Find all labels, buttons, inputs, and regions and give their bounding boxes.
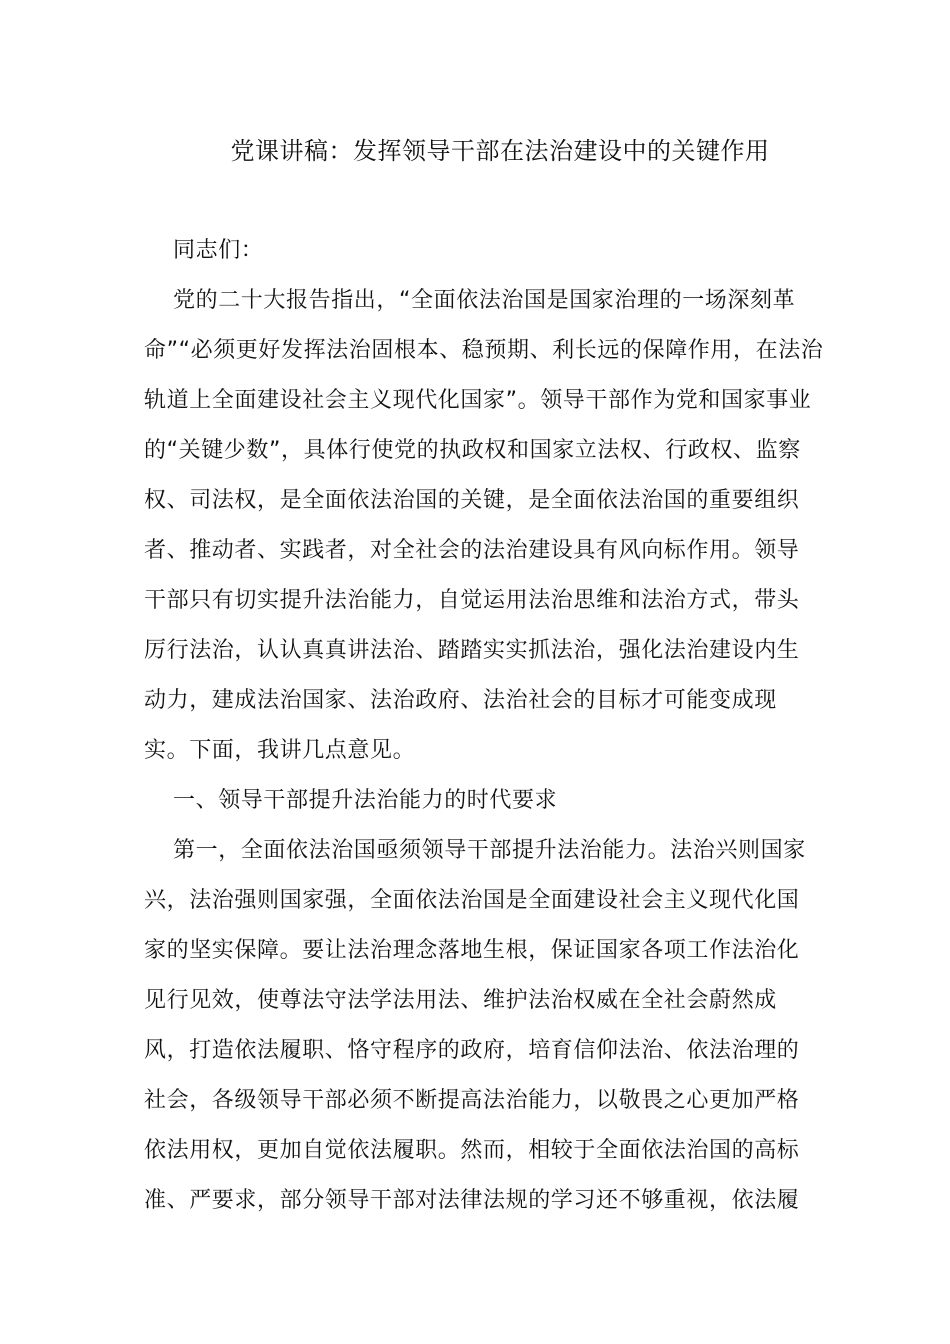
paragraph-line: 的“关键少数”，具体行使党的执政权和国家立法权、行政权、监察	[144, 438, 801, 463]
paragraph-line: 实。下面，我讲几点意见。	[144, 738, 416, 763]
paragraph-line: 家的坚实保障。要让法治理念落地生根，保证国家各项工作法治化	[144, 938, 800, 963]
paragraph-line: 风，打造依法履职、恪守程序的政府，培育信仰法治、依法治理的	[144, 1038, 800, 1063]
paragraph-line: 兴，法治强则国家强，全面依法治国是全面建设社会主义现代化国	[144, 888, 800, 913]
salutation: 同志们：	[173, 238, 264, 263]
paragraph-line: 第一，全面依法治国亟须领导干部提升法治能力。法治兴则国家	[173, 838, 806, 863]
paragraph-line: 命”“必须更好发挥法治固根本、稳预期、利长远的保障作用，在法治	[144, 338, 824, 363]
paragraph-line: 者、推动者、实践者，对全社会的法治建设具有风向标作用。领导	[144, 538, 800, 563]
paragraph-line: 干部只有切实提升法治能力，自觉运用法治思维和法治方式，带头	[144, 588, 800, 613]
paragraph-line: 依法用权，更加自觉依法履职。然而，相较于全面依法治国的高标	[144, 1138, 800, 1163]
document-body	[144, 226, 824, 1226]
section-heading: 一、领导干部提升法治能力的时代要求	[173, 788, 558, 813]
paragraph-line: 社会，各级领导干部必须不断提高法治能力，以敬畏之心更加严格	[144, 1088, 800, 1113]
paragraph-line: 准、严要求，部分领导干部对法律法规的学习还不够重视，依法履	[144, 1188, 800, 1213]
document-title: 党课讲稿：发挥领导干部在法治建设中的关键作用	[230, 137, 770, 165]
paragraph-line: 轨道上全面建设社会主义现代化国家”。领导干部作为党和国家事业	[144, 388, 812, 413]
paragraph-line: 见行见效，使尊法守法学法用法、维护法治权威在全社会蔚然成	[144, 988, 777, 1013]
paragraph-line: 权、司法权，是全面依法治国的关键，是全面依法治国的重要组织	[144, 488, 800, 513]
paragraph-line: 动力，建成法治国家、法治政府、法治社会的目标才可能变成现	[144, 688, 777, 713]
paragraph-line: 党的二十大报告指出，“全面依法治国是国家治理的一场深刻革	[173, 288, 796, 313]
paragraph-line: 厉行法治，认认真真讲法治、踏踏实实抓法治，强化法治建设内生	[144, 638, 800, 663]
